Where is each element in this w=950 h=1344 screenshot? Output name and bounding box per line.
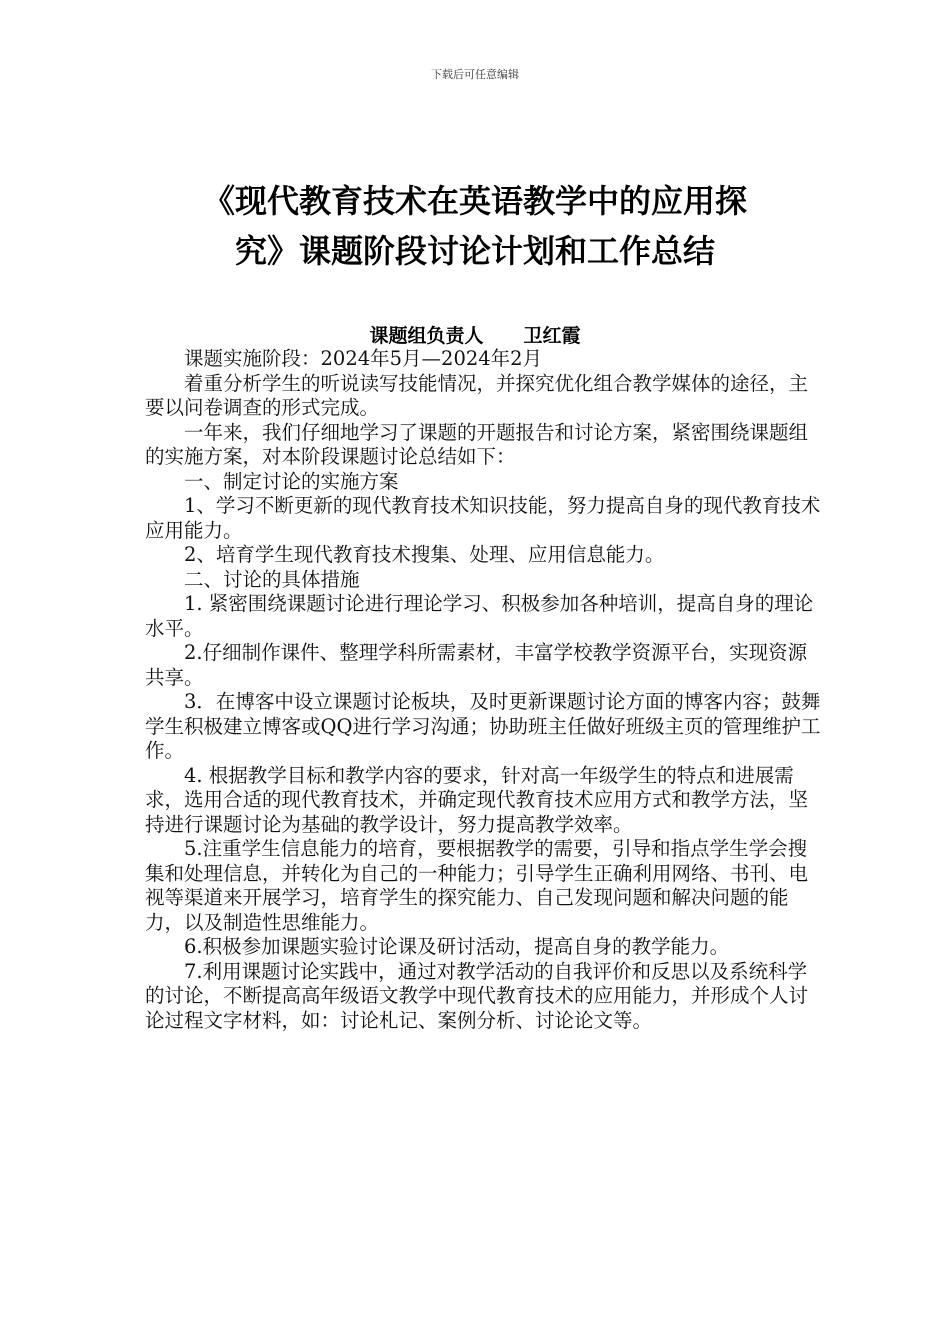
title-line-2: 究》课题阶段讨论计划和工作总结 bbox=[234, 232, 715, 270]
list-item: 1、学习不断更新的现代教育技术知识技能，努力提高自身的现代教育技术应用能力。 bbox=[145, 494, 821, 542]
author-name: 卫红霞 bbox=[523, 325, 581, 347]
page-header-note: 下载后可任意编辑 bbox=[431, 68, 519, 81]
section-heading-1: 一、制定讨论的实施方案 bbox=[184, 469, 399, 493]
list-item: 2、培育学生现代教育技术搜集、处理、应用信息能力。 bbox=[184, 543, 665, 566]
paragraph-stage: 课题实施阶段：2024年5月—2024年2月 bbox=[184, 347, 543, 370]
document-body bbox=[145, 347, 825, 1033]
list-item: 6.积极参加课题实验讨论课及研讨活动，提高自身的教学能力。 bbox=[184, 935, 730, 958]
author-label: 课题组负责人 bbox=[369, 325, 484, 347]
title-line-1: 《现代教育技术在英语教学中的应用探 bbox=[202, 182, 747, 220]
list-item: 2.仔细制作课件、整理学科所需素材，丰富学校教学资源平台，实现资源共享。 bbox=[145, 641, 808, 689]
list-item: 4. 根据教学目标和教学内容的要求，针对高一年级学生的特点和进展需求，选用合适的现代教育技术，并确定现代教育技术应用方式和教学方法，坚持进行课题讨论为基础的教学设计，努力提高教学效率。 bbox=[145, 763, 809, 836]
paragraph-intro: 一年来，我们仔细地学习了课题的开题报告和讨论方案，紧密围绕课题组的实施方案，对本阶段课题讨论总结如下： bbox=[145, 420, 809, 468]
list-item: 1. 紧密围绕课题讨论进行理论学习、积极参加各种培训，提高自身的理论水平。 bbox=[145, 592, 814, 640]
list-item: 5.注重学生信息能力的培育，要根据教学的需要，引导和指点学生学会搜集和处理信息，并转化为自己的一种能力；引导学生正确利用网络、书刊、电视等渠道来开展学习，培育学生的探究能力、自己发现问题和解决问题的能力，以及制造性思维能力。 bbox=[145, 837, 809, 934]
list-item: 7.利用课题讨论实践中，通过对教学活动的自我评价和反思以及系统科学的讨论，不断提高高年级语文教学中现代教育技术的应用能力，并形成个人讨论过程文字材料，如：讨论札记、案例分析、讨论论文等。 bbox=[145, 959, 809, 1032]
list-item: 3．在博客中设立课题讨论板块，及时更新课题讨论方面的博客内容；鼓舞学生积极建立博客或QQ进行学习沟通；协助班主任做好班级主页的管理维护工作。 bbox=[145, 690, 821, 762]
section-heading-2: 二、讨论的具体措施 bbox=[184, 567, 360, 591]
author-line bbox=[100, 324, 850, 348]
paragraph-focus: 着重分析学生的听说读写技能情况，并探究优化组合教学媒体的途径，主要以问卷调查的形式完成。 bbox=[145, 371, 809, 419]
document-title bbox=[100, 176, 850, 276]
